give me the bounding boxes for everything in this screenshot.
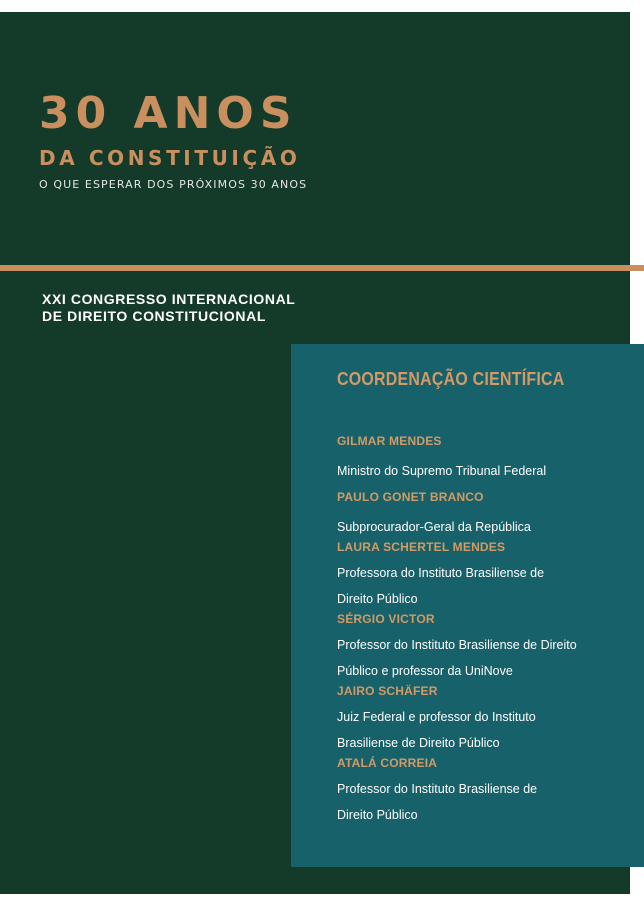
member-item bbox=[337, 684, 637, 756]
member-role-line: Ministro do Supremo Tribunal Federal bbox=[337, 464, 547, 478]
copper-divider bbox=[0, 265, 644, 271]
coordination-panel bbox=[291, 344, 644, 867]
member-name: PAULO GONET BRANCO bbox=[337, 490, 484, 504]
member-name: ATALÁ CORREIA bbox=[337, 756, 438, 770]
member-role-line: Direito Público bbox=[337, 808, 418, 822]
member-role bbox=[337, 514, 637, 540]
member-role bbox=[337, 632, 637, 684]
member-item bbox=[337, 540, 637, 612]
member-name: LAURA SCHERTEL MENDES bbox=[337, 540, 506, 554]
member-role-line: Direito Público bbox=[337, 592, 418, 606]
member-item bbox=[337, 756, 637, 828]
congress-line-1: XXI CONGRESSO INTERNACIONAL bbox=[42, 291, 296, 307]
member-role-line: Subprocurador-Geral da República bbox=[337, 520, 531, 534]
member-role-line: Público e professor da UniNove bbox=[337, 664, 513, 678]
congress-line-2: DE DIREITO CONSTITUCIONAL bbox=[42, 308, 266, 324]
member-role-line: Juiz Federal e professor do Instituto bbox=[337, 710, 536, 724]
member-role-line: Professor do Instituto Brasiliense de bbox=[337, 782, 538, 796]
member-item bbox=[337, 434, 637, 484]
member-role-line: Professor do Instituto Brasiliense de Direito bbox=[337, 638, 577, 652]
member-item bbox=[337, 612, 637, 684]
member-role-line: Professora do Instituto Brasiliense de bbox=[337, 566, 545, 580]
member-role bbox=[337, 704, 637, 756]
member-name: SÉRGIO VICTOR bbox=[337, 612, 435, 626]
coordination-heading: COORDENAÇÃO CIENTÍFICA bbox=[337, 368, 565, 389]
member-name: GILMAR MENDES bbox=[337, 434, 442, 448]
member-name: JAIRO SCHÄFER bbox=[337, 684, 438, 698]
member-item bbox=[337, 490, 637, 540]
main-title: 30 ANOS bbox=[39, 88, 298, 139]
congress-title bbox=[42, 291, 295, 325]
subtitle: DA CONSTITUIÇÃO bbox=[39, 146, 301, 170]
member-role bbox=[337, 560, 637, 612]
member-role bbox=[337, 776, 637, 828]
member-role-line: Brasiliense de Direito Público bbox=[337, 736, 500, 750]
member-role bbox=[337, 458, 637, 484]
coordination-list bbox=[337, 434, 637, 828]
tagline: O QUE ESPERAR DOS PRÓXIMOS 30 ANOS bbox=[39, 178, 308, 191]
